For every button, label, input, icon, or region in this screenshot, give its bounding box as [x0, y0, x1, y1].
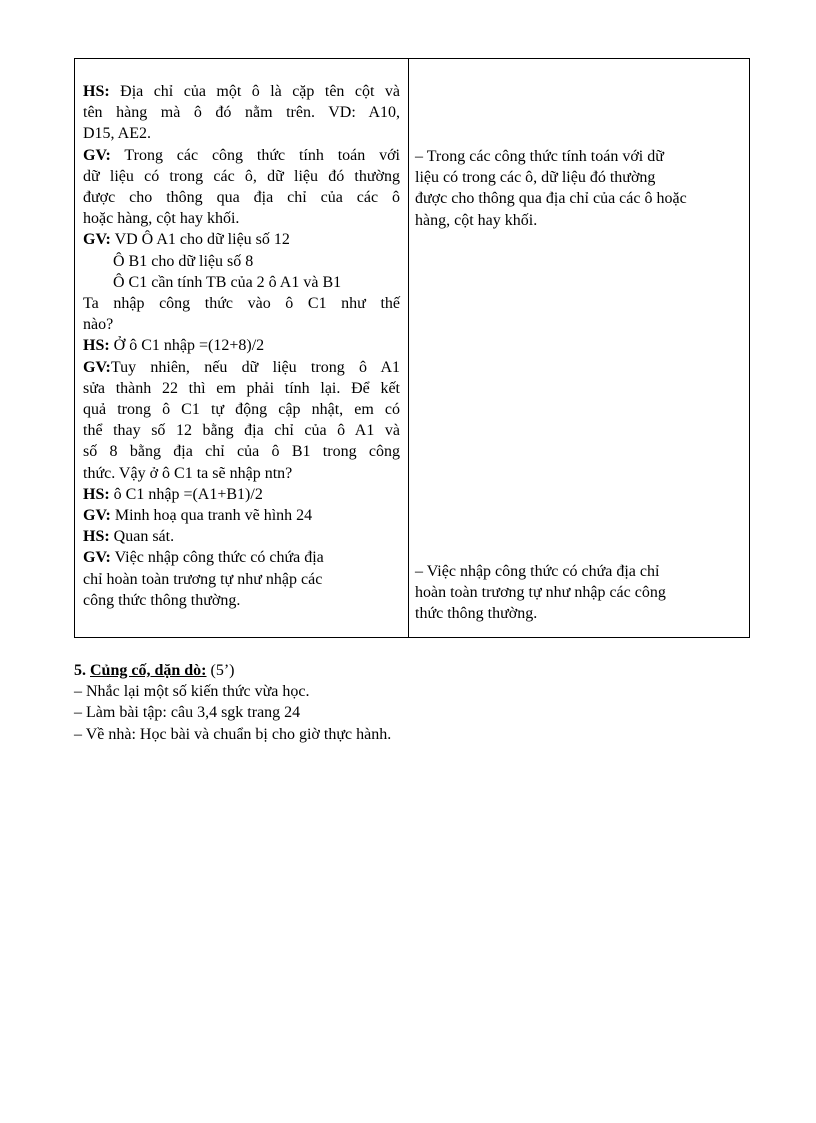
- activity-text: Trong các công thức tính toán với: [110, 146, 400, 164]
- activity-text: công thức thông thường.: [83, 591, 241, 609]
- activity-line: [83, 590, 400, 611]
- activity-text: Tuy nhiên, nếu dữ liệu trong ô A1: [110, 358, 400, 376]
- activity-text: ô C1 nhập =(A1+B1)/2: [109, 485, 263, 503]
- section-time: (5’): [206, 662, 235, 679]
- list-item: – Nhắc lại một số kiến thức vừa học.: [74, 683, 310, 701]
- activity-line: [83, 123, 400, 144]
- activity-text: Ô C1 cần tính TB của 2 ô A1 và B1: [113, 273, 342, 291]
- activity-text: sửa thành 22 thì em phải tính lại. Để kết: [83, 379, 400, 397]
- activity-text: VD Ô A1 cho dữ liệu số 12: [110, 231, 290, 249]
- speaker-label: GV:: [83, 549, 111, 567]
- activity-line: [83, 526, 400, 547]
- section-5: [74, 660, 754, 745]
- activity-line: [83, 314, 400, 335]
- list-item: – Về nhà: Học bài và chuẩn bị cho giờ thực hành.: [74, 725, 392, 743]
- activity-text: được cho thông qua địa chỉ của các ô: [83, 189, 400, 207]
- content-line: hoàn toàn trương tự như nhập các công: [415, 584, 666, 602]
- lesson-table: [74, 58, 750, 638]
- speaker-label: HS:: [83, 528, 110, 546]
- section-title: Củng cố, dặn dò:: [90, 662, 207, 679]
- content-line: – Việc nhập công thức có chứa địa chỉ: [415, 563, 660, 580]
- activity-line: [83, 357, 400, 378]
- activity-text: thể thay số 12 bằng địa chỉ của ô A1 và: [83, 422, 400, 440]
- activity-text: thức. Vậy ở ô C1 ta sẽ nhập ntn?: [83, 464, 293, 482]
- content-line: – Trong các công thức tính toán với dữ: [415, 148, 664, 165]
- content-line: hàng, cột hay khối.: [415, 211, 538, 229]
- content-line: được cho thông qua địa chỉ của các ô hoặc: [415, 190, 687, 208]
- activity-text: tên hàng mà ô đó nằm trên. VD: A10,: [83, 104, 400, 122]
- content-block-address-formula: [415, 561, 741, 625]
- section-number: 5.: [74, 662, 86, 679]
- content-line: thức thông thường.: [415, 605, 538, 623]
- activity-text: hoặc hàng, cột hay khối.: [83, 210, 240, 228]
- activity-line: [83, 547, 400, 568]
- activity-text: dữ liệu có trong các ô, dữ liệu đó thường: [83, 167, 400, 185]
- activity-line: [83, 569, 400, 590]
- activity-text: Ở ô C1 nhập =(12+8)/2: [109, 337, 265, 355]
- activity-text: Địa chỉ của một ô là cặp tên cột và: [109, 83, 400, 100]
- speaker-label: GV:: [83, 358, 111, 376]
- activity-line: [83, 81, 400, 102]
- activity-line: [83, 505, 400, 526]
- activity-text: Quan sát.: [109, 528, 175, 546]
- speaker-label: GV:: [83, 507, 111, 525]
- activity-text: Ô B1 cho dữ liệu số 8: [113, 252, 254, 270]
- speaker-label: HS:: [83, 83, 110, 100]
- content-block-formulas: [415, 146, 741, 231]
- speaker-label: GV:: [83, 231, 111, 249]
- activity-text: nào?: [83, 316, 114, 334]
- activity-line: [83, 229, 400, 250]
- activity-line: [83, 145, 400, 166]
- activity-text: Việc nhập công thức có chứa địa: [110, 549, 324, 567]
- activity-line: [83, 420, 400, 441]
- activity-text: quả trong ô C1 tự động cập nhật, em có: [83, 401, 400, 419]
- content-line: liệu có trong các ô, dữ liệu đó thường: [415, 169, 656, 187]
- activity-line: [83, 102, 400, 123]
- activity-line: [83, 251, 400, 272]
- section-5-heading: [74, 660, 754, 681]
- content-column: [409, 59, 749, 637]
- activity-line: [83, 399, 400, 420]
- speaker-label: HS:: [83, 337, 110, 355]
- activity-line: [83, 187, 400, 208]
- activity-line: [83, 484, 400, 505]
- activity-text: D15, AE2.: [83, 125, 151, 143]
- activity-text: chỉ hoàn toàn trương tự như nhập các: [83, 570, 323, 588]
- speaker-label: HS:: [83, 485, 110, 503]
- activity-line: [83, 463, 400, 484]
- activity-line: [83, 441, 400, 462]
- activity-text: Ta nhập công thức vào ô C1 như thế: [83, 295, 400, 313]
- activity-text: Minh hoạ qua tranh vẽ hình 24: [110, 507, 313, 525]
- activity-line: [83, 293, 400, 314]
- list-item: – Làm bài tập: câu 3,4 sgk trang 24: [74, 704, 301, 722]
- activity-line: [83, 378, 400, 399]
- activity-line: [83, 166, 400, 187]
- activity-line: [83, 272, 400, 293]
- activity-line: [83, 208, 400, 229]
- activity-line: [83, 335, 400, 356]
- teacher-student-activity-column: [75, 59, 409, 637]
- activity-text: số 8 bằng địa chỉ của ô B1 trong công: [83, 443, 400, 461]
- speaker-label: GV:: [83, 146, 111, 164]
